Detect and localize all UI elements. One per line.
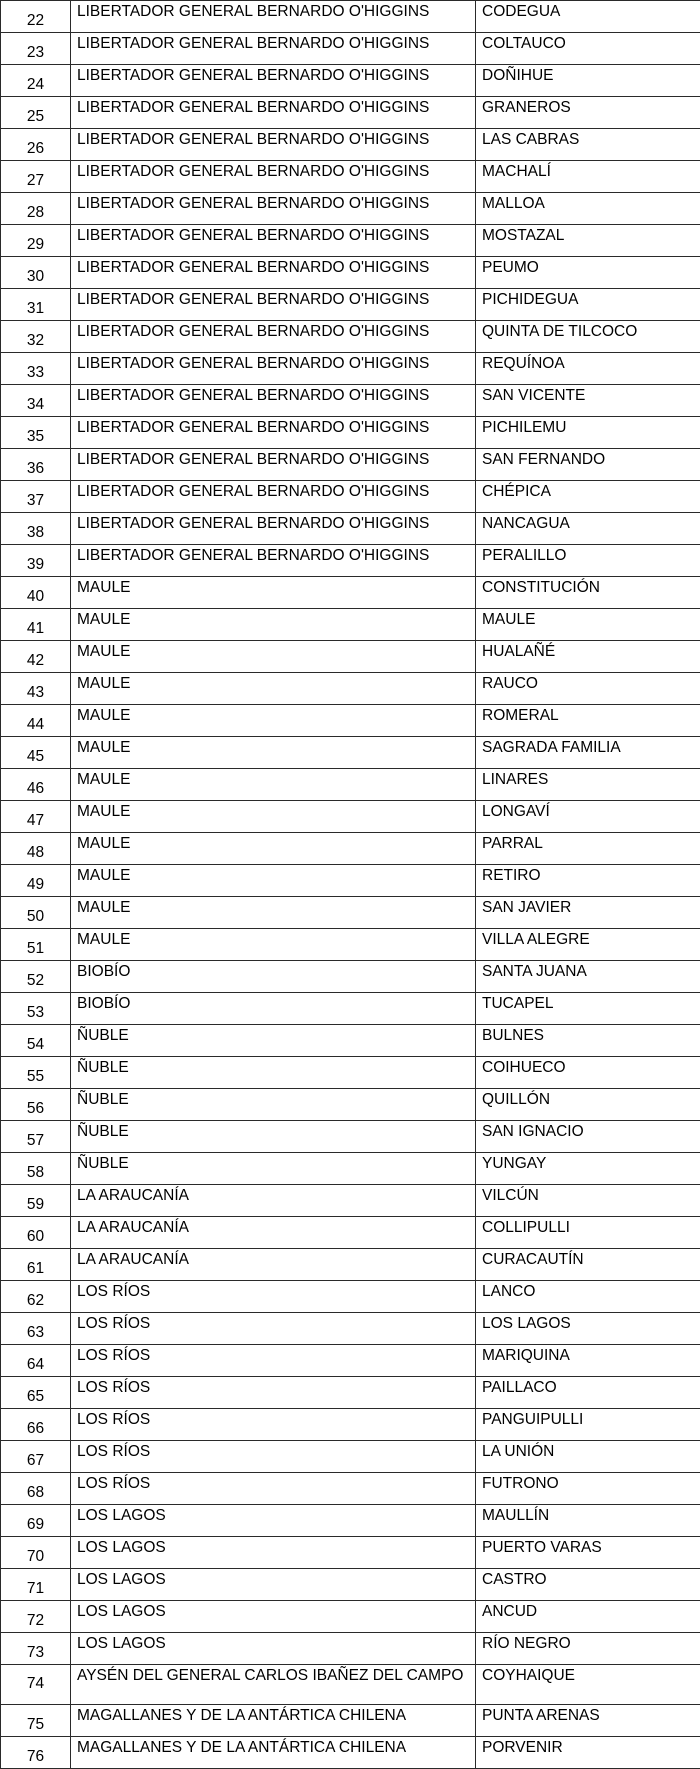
table-row (1, 1153, 700, 1185)
region-cell: LIBERTADOR GENERAL BERNARDO O'HIGGINS (71, 513, 476, 545)
table-row (1, 1377, 700, 1409)
table-row (1, 257, 700, 289)
table-row (1, 1217, 700, 1249)
row-number: 41 (1, 609, 71, 641)
region-cell: LOS RÍOS (71, 1409, 476, 1441)
comuna-cell: PARRAL (476, 833, 700, 865)
table-row (1, 33, 700, 65)
region-cell: LIBERTADOR GENERAL BERNARDO O'HIGGINS (71, 33, 476, 65)
table-row (1, 1737, 700, 1769)
comuna-cell: LA UNIÓN (476, 1441, 700, 1473)
comuna-cell: MOSTAZAL (476, 225, 700, 257)
row-number: 64 (1, 1345, 71, 1377)
table-row (1, 929, 700, 961)
region-cell: MAULE (71, 673, 476, 705)
region-cell: LIBERTADOR GENERAL BERNARDO O'HIGGINS (71, 481, 476, 513)
region-cell: BIOBÍO (71, 961, 476, 993)
region-cell: MAULE (71, 833, 476, 865)
comuna-cell: PAILLACO (476, 1377, 700, 1409)
comuna-cell: LOS LAGOS (476, 1313, 700, 1345)
table-row (1, 481, 700, 513)
region-cell: ÑUBLE (71, 1153, 476, 1185)
row-number: 40 (1, 577, 71, 609)
row-number: 68 (1, 1473, 71, 1505)
comuna-cell: CURACAUTÍN (476, 1249, 700, 1281)
table-row (1, 1537, 700, 1569)
comuna-cell: LONGAVÍ (476, 801, 700, 833)
table-row (1, 289, 700, 321)
row-number: 47 (1, 801, 71, 833)
table-row (1, 577, 700, 609)
comuna-cell: MACHALÍ (476, 161, 700, 193)
comuna-cell: LINARES (476, 769, 700, 801)
table-row (1, 705, 700, 737)
comuna-cell: HUALAÑÉ (476, 641, 700, 673)
row-number: 24 (1, 65, 71, 97)
row-number: 73 (1, 1633, 71, 1665)
row-number: 39 (1, 545, 71, 577)
row-number: 76 (1, 1737, 71, 1769)
table-row (1, 1313, 700, 1345)
row-number: 71 (1, 1569, 71, 1601)
table-row (1, 865, 700, 897)
table-row (1, 65, 700, 97)
region-cell: LIBERTADOR GENERAL BERNARDO O'HIGGINS (71, 225, 476, 257)
comuna-cell: COLTAUCO (476, 33, 700, 65)
comuna-cell: ANCUD (476, 1601, 700, 1633)
row-number: 51 (1, 929, 71, 961)
region-cell: ÑUBLE (71, 1089, 476, 1121)
comuna-cell: MAULLÍN (476, 1505, 700, 1537)
row-number: 26 (1, 129, 71, 161)
row-number: 42 (1, 641, 71, 673)
table-row (1, 353, 700, 385)
table-row (1, 1409, 700, 1441)
row-number: 66 (1, 1409, 71, 1441)
table-row (1, 641, 700, 673)
region-cell: LIBERTADOR GENERAL BERNARDO O'HIGGINS (71, 1, 476, 33)
region-cell: MAULE (71, 929, 476, 961)
table-row (1, 993, 700, 1025)
region-cell: LIBERTADOR GENERAL BERNARDO O'HIGGINS (71, 449, 476, 481)
table-row (1, 225, 700, 257)
table-row (1, 193, 700, 225)
comuna-cell: DOÑIHUE (476, 65, 700, 97)
comuna-cell: COYHAIQUE (476, 1665, 700, 1705)
row-number: 30 (1, 257, 71, 289)
comuna-cell: CODEGUA (476, 1, 700, 33)
row-number: 36 (1, 449, 71, 481)
row-number: 35 (1, 417, 71, 449)
table-row (1, 673, 700, 705)
row-number: 32 (1, 321, 71, 353)
table-row (1, 321, 700, 353)
region-cell: MAULE (71, 577, 476, 609)
region-cell: LOS LAGOS (71, 1633, 476, 1665)
comuna-cell: PERALILLO (476, 545, 700, 577)
comuna-cell: ROMERAL (476, 705, 700, 737)
row-number: 61 (1, 1249, 71, 1281)
table-row (1, 1249, 700, 1281)
region-cell: LOS RÍOS (71, 1313, 476, 1345)
comuna-cell: MARIQUINA (476, 1345, 700, 1377)
region-cell: LIBERTADOR GENERAL BERNARDO O'HIGGINS (71, 321, 476, 353)
comuna-cell: REQUÍNOA (476, 353, 700, 385)
comuna-cell: RAUCO (476, 673, 700, 705)
row-number: 58 (1, 1153, 71, 1185)
comuna-cell: PICHILEMU (476, 417, 700, 449)
comuna-cell: SAN VICENTE (476, 385, 700, 417)
row-number: 62 (1, 1281, 71, 1313)
table-row (1, 1569, 700, 1601)
comuna-cell: SAN FERNANDO (476, 449, 700, 481)
table-row (1, 1505, 700, 1537)
table-row (1, 1601, 700, 1633)
table-row (1, 1, 700, 33)
comuna-cell: TUCAPEL (476, 993, 700, 1025)
table-row (1, 385, 700, 417)
comunas-table-body (1, 1, 700, 1769)
comuna-cell: NANCAGUA (476, 513, 700, 545)
row-number: 56 (1, 1089, 71, 1121)
region-cell: BIOBÍO (71, 993, 476, 1025)
comuna-cell: VILCÚN (476, 1185, 700, 1217)
table-row (1, 129, 700, 161)
table-row (1, 1121, 700, 1153)
region-cell: LIBERTADOR GENERAL BERNARDO O'HIGGINS (71, 385, 476, 417)
region-cell: LOS LAGOS (71, 1537, 476, 1569)
region-cell: MAGALLANES Y DE LA ANTÁRTICA CHILENA (71, 1705, 476, 1737)
row-number: 38 (1, 513, 71, 545)
row-number: 57 (1, 1121, 71, 1153)
comuna-cell: SAGRADA FAMILIA (476, 737, 700, 769)
region-cell: MAULE (71, 705, 476, 737)
comuna-cell: SAN IGNACIO (476, 1121, 700, 1153)
region-cell: MAULE (71, 801, 476, 833)
row-number: 46 (1, 769, 71, 801)
row-number: 31 (1, 289, 71, 321)
region-cell: LIBERTADOR GENERAL BERNARDO O'HIGGINS (71, 129, 476, 161)
comuna-cell: RÍO NEGRO (476, 1633, 700, 1665)
region-cell: MAULE (71, 897, 476, 929)
comuna-cell: LANCO (476, 1281, 700, 1313)
region-cell: LA ARAUCANÍA (71, 1185, 476, 1217)
region-cell: LIBERTADOR GENERAL BERNARDO O'HIGGINS (71, 417, 476, 449)
table-row (1, 1705, 700, 1737)
row-number: 49 (1, 865, 71, 897)
row-number: 63 (1, 1313, 71, 1345)
comuna-cell: PUNTA ARENAS (476, 1705, 700, 1737)
table-row (1, 417, 700, 449)
row-number: 72 (1, 1601, 71, 1633)
row-number: 54 (1, 1025, 71, 1057)
row-number: 55 (1, 1057, 71, 1089)
table-row (1, 769, 700, 801)
comuna-cell: GRANEROS (476, 97, 700, 129)
region-cell: LIBERTADOR GENERAL BERNARDO O'HIGGINS (71, 161, 476, 193)
comuna-cell: SANTA JUANA (476, 961, 700, 993)
comuna-cell: PEUMO (476, 257, 700, 289)
region-cell: LOS RÍOS (71, 1345, 476, 1377)
row-number: 29 (1, 225, 71, 257)
table-row (1, 513, 700, 545)
table-row (1, 1025, 700, 1057)
table-row (1, 1057, 700, 1089)
row-number: 22 (1, 1, 71, 33)
row-number: 67 (1, 1441, 71, 1473)
row-number: 43 (1, 673, 71, 705)
row-number: 70 (1, 1537, 71, 1569)
region-cell: LOS LAGOS (71, 1569, 476, 1601)
table-row (1, 1633, 700, 1665)
comuna-cell: PANGUIPULLI (476, 1409, 700, 1441)
row-number: 45 (1, 737, 71, 769)
comuna-cell: PICHIDEGUA (476, 289, 700, 321)
region-cell: MAULE (71, 865, 476, 897)
region-cell: LOS RÍOS (71, 1281, 476, 1313)
row-number: 53 (1, 993, 71, 1025)
row-number: 52 (1, 961, 71, 993)
region-cell: LIBERTADOR GENERAL BERNARDO O'HIGGINS (71, 257, 476, 289)
row-number: 37 (1, 481, 71, 513)
table-row (1, 1665, 700, 1705)
row-number: 65 (1, 1377, 71, 1409)
table-row (1, 1185, 700, 1217)
row-number: 28 (1, 193, 71, 225)
comuna-cell: QUINTA DE TILCOCO (476, 321, 700, 353)
comuna-cell: PUERTO VARAS (476, 1537, 700, 1569)
region-cell: LIBERTADOR GENERAL BERNARDO O'HIGGINS (71, 193, 476, 225)
region-cell: ÑUBLE (71, 1121, 476, 1153)
table-row (1, 97, 700, 129)
row-number: 23 (1, 33, 71, 65)
region-cell: LA ARAUCANÍA (71, 1217, 476, 1249)
region-cell: ÑUBLE (71, 1025, 476, 1057)
comuna-cell: CHÉPICA (476, 481, 700, 513)
region-cell: LOS LAGOS (71, 1505, 476, 1537)
region-cell: MAGALLANES Y DE LA ANTÁRTICA CHILENA (71, 1737, 476, 1769)
comuna-cell: PORVENIR (476, 1737, 700, 1769)
table-row (1, 1345, 700, 1377)
region-cell: MAULE (71, 609, 476, 641)
region-cell: LIBERTADOR GENERAL BERNARDO O'HIGGINS (71, 97, 476, 129)
table-row (1, 545, 700, 577)
row-number: 69 (1, 1505, 71, 1537)
region-cell: MAULE (71, 641, 476, 673)
row-number: 75 (1, 1705, 71, 1737)
comuna-cell: QUILLÓN (476, 1089, 700, 1121)
row-number: 74 (1, 1665, 71, 1705)
table-row (1, 737, 700, 769)
region-cell: LIBERTADOR GENERAL BERNARDO O'HIGGINS (71, 353, 476, 385)
comuna-cell: MALLOA (476, 193, 700, 225)
region-cell: LOS RÍOS (71, 1377, 476, 1409)
comuna-cell: SAN JAVIER (476, 897, 700, 929)
comuna-cell: CASTRO (476, 1569, 700, 1601)
table-row (1, 1473, 700, 1505)
table-row (1, 161, 700, 193)
comuna-cell: YUNGAY (476, 1153, 700, 1185)
region-cell: LIBERTADOR GENERAL BERNARDO O'HIGGINS (71, 289, 476, 321)
row-number: 34 (1, 385, 71, 417)
row-number: 27 (1, 161, 71, 193)
row-number: 44 (1, 705, 71, 737)
comuna-cell: FUTRONO (476, 1473, 700, 1505)
region-cell: ÑUBLE (71, 1057, 476, 1089)
region-cell: MAULE (71, 737, 476, 769)
table-row (1, 1441, 700, 1473)
comuna-cell: COLLIPULLI (476, 1217, 700, 1249)
region-cell: LOS RÍOS (71, 1473, 476, 1505)
region-cell: LA ARAUCANÍA (71, 1249, 476, 1281)
table-row (1, 609, 700, 641)
region-cell: LIBERTADOR GENERAL BERNARDO O'HIGGINS (71, 65, 476, 97)
table-row (1, 449, 700, 481)
table-row (1, 1089, 700, 1121)
region-cell: MAULE (71, 769, 476, 801)
comuna-cell: RETIRO (476, 865, 700, 897)
table-row (1, 801, 700, 833)
row-number: 50 (1, 897, 71, 929)
comuna-cell: BULNES (476, 1025, 700, 1057)
table-row (1, 833, 700, 865)
table-row (1, 897, 700, 929)
row-number: 48 (1, 833, 71, 865)
row-number: 25 (1, 97, 71, 129)
comuna-cell: MAULE (476, 609, 700, 641)
region-cell: AYSÉN DEL GENERAL CARLOS IBAÑEZ DEL CAMPO (71, 1665, 476, 1705)
comuna-cell: COIHUECO (476, 1057, 700, 1089)
region-cell: LIBERTADOR GENERAL BERNARDO O'HIGGINS (71, 545, 476, 577)
region-cell: LOS LAGOS (71, 1601, 476, 1633)
table-row (1, 1281, 700, 1313)
row-number: 59 (1, 1185, 71, 1217)
row-number: 60 (1, 1217, 71, 1249)
comuna-cell: VILLA ALEGRE (476, 929, 700, 961)
comuna-cell: LAS CABRAS (476, 129, 700, 161)
table-row (1, 961, 700, 993)
comuna-cell: CONSTITUCIÓN (476, 577, 700, 609)
row-number: 33 (1, 353, 71, 385)
region-cell: LOS RÍOS (71, 1441, 476, 1473)
